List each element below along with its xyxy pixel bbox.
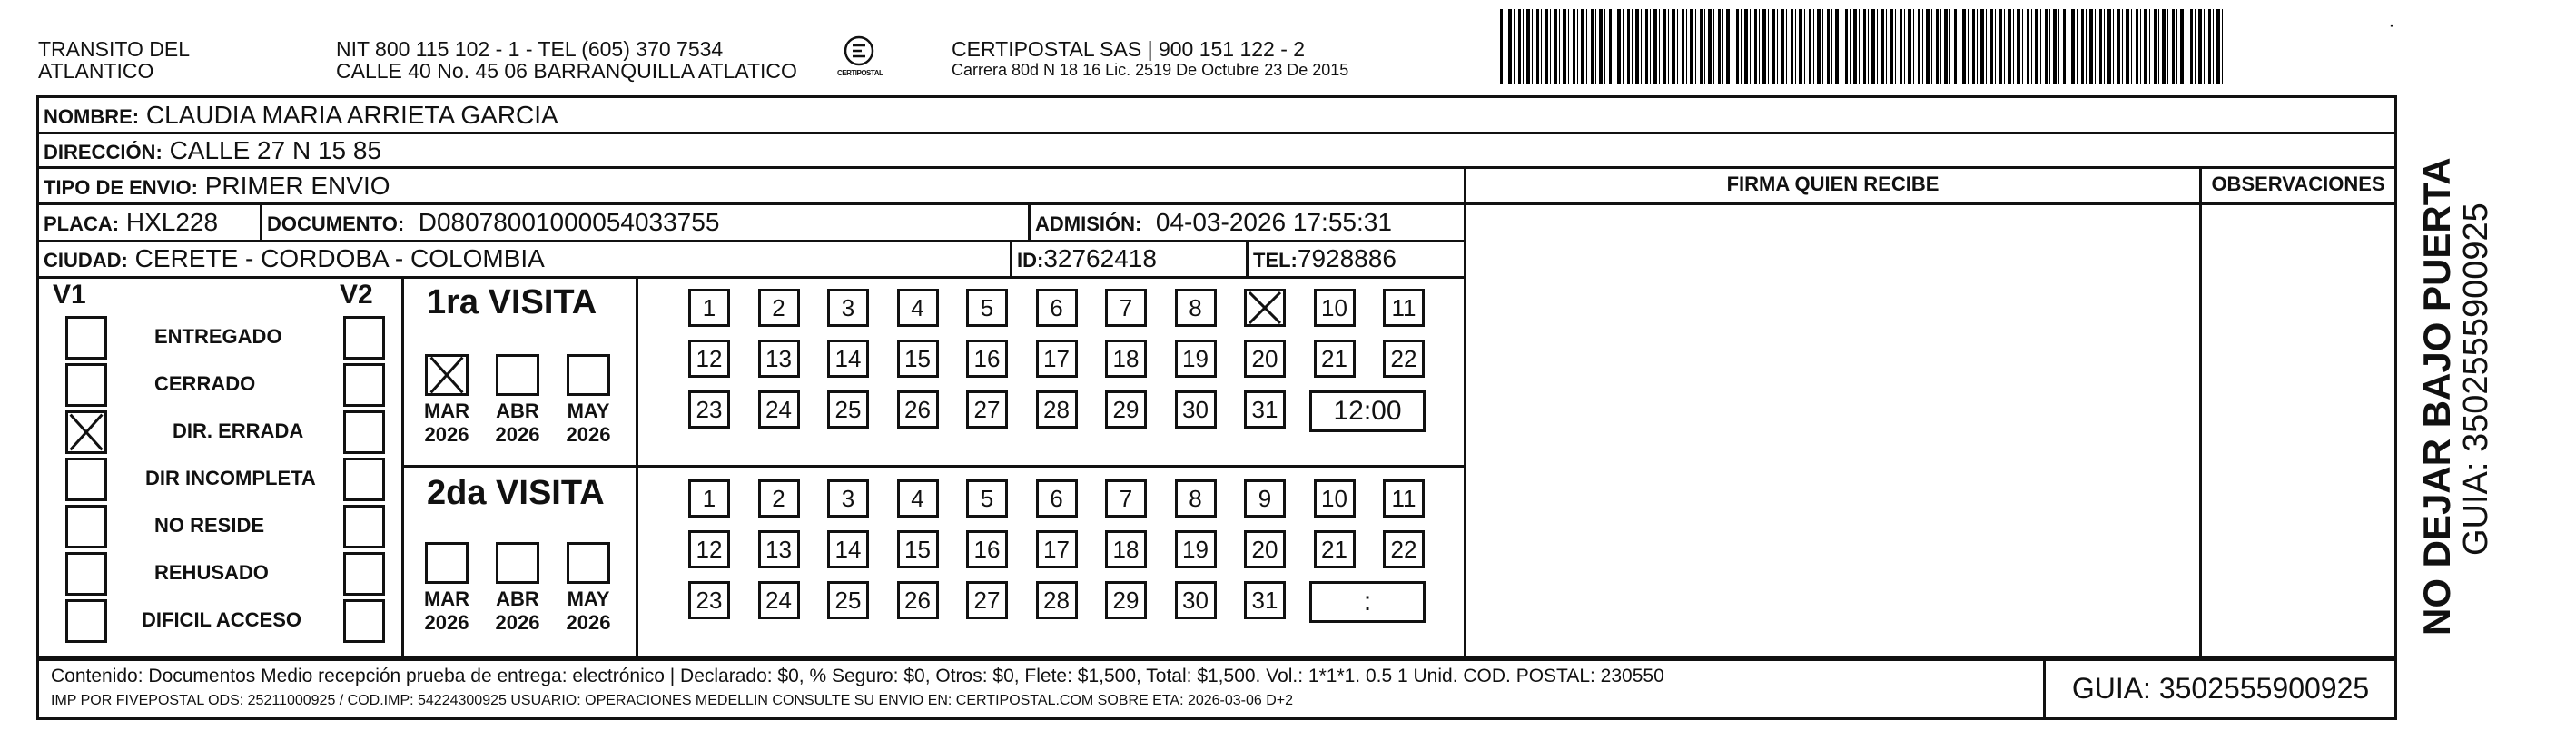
license-line: Carrera 80d N 18 16 Lic. 2519 De Octubre 23 De 2015 bbox=[952, 61, 1349, 79]
day-box[interactable]: 3 bbox=[827, 479, 869, 518]
placa-value: HXL228 bbox=[125, 208, 219, 236]
day-box[interactable]: 18 bbox=[1105, 340, 1147, 378]
nombre-value: CLAUDIA MARIA ARRIETA GARCIA bbox=[145, 101, 558, 129]
row-line bbox=[36, 276, 1466, 279]
year-label: 2026 bbox=[495, 611, 540, 634]
day-box[interactable]: 19 bbox=[1175, 530, 1217, 568]
year-label: 2026 bbox=[495, 423, 540, 446]
day-box[interactable]: 25 bbox=[827, 581, 869, 619]
status-label: ENTREGADO bbox=[154, 325, 282, 348]
day-box[interactable]: 12 bbox=[688, 340, 730, 378]
firma-header: FIRMA QUIEN RECIBE bbox=[1726, 173, 1939, 195]
day-box[interactable]: 27 bbox=[966, 390, 1008, 429]
placa-field bbox=[44, 207, 218, 240]
address-line: CALLE 40 No. 45 06 BARRANQUILLA ATLATICO bbox=[336, 59, 797, 83]
day-box[interactable]: 17 bbox=[1036, 340, 1078, 378]
placa-label: PLACA: bbox=[44, 212, 120, 235]
day-box[interactable]: 26 bbox=[897, 390, 939, 429]
col-line bbox=[2199, 166, 2202, 660]
col-line bbox=[260, 202, 262, 240]
direccion-field bbox=[44, 135, 381, 168]
ciudad-label: CIUDAD: bbox=[44, 249, 128, 271]
direccion-value: CALLE 27 N 15 85 bbox=[169, 136, 382, 164]
status-label: CERRADO bbox=[154, 372, 256, 395]
sender-line1: TRANSITO DEL bbox=[38, 37, 190, 61]
day-box[interactable]: 1 bbox=[688, 289, 730, 327]
admision-field bbox=[1035, 207, 1392, 240]
day-box[interactable]: 6 bbox=[1036, 289, 1078, 327]
id-label: ID: bbox=[1017, 249, 1044, 271]
tipo-field bbox=[44, 171, 390, 203]
status-label: DIFICIL ACCESO bbox=[142, 608, 302, 631]
day-box[interactable]: 21 bbox=[1314, 530, 1356, 568]
day-box[interactable]: 8 bbox=[1175, 289, 1217, 327]
company-info bbox=[952, 38, 1348, 80]
ciudad-value: CERETE - CORDOBA - COLOMBIA bbox=[134, 244, 545, 272]
day-box[interactable]: 11 bbox=[1383, 289, 1425, 327]
sender-name bbox=[38, 38, 190, 82]
v1-checkbox[interactable] bbox=[65, 363, 107, 407]
day-box[interactable]: 6 bbox=[1036, 479, 1078, 518]
tel-label: TEL: bbox=[1253, 249, 1298, 271]
month-checkbox[interactable] bbox=[425, 542, 469, 584]
v1-checkbox[interactable] bbox=[65, 599, 107, 643]
day-box[interactable]: 27 bbox=[966, 581, 1008, 619]
day-box[interactable]: 3 bbox=[827, 289, 869, 327]
day-box[interactable]: 23 bbox=[688, 390, 730, 429]
tipo-value: PRIMER ENVIO bbox=[204, 172, 390, 200]
status-label: REHUSADO bbox=[154, 561, 269, 584]
visit1-title: 1ra VISITA bbox=[427, 283, 597, 321]
year-label: 2026 bbox=[424, 423, 469, 446]
v2-checkbox[interactable] bbox=[343, 458, 385, 501]
status-label: DIR. ERRADA bbox=[173, 419, 304, 442]
observaciones-area[interactable] bbox=[2203, 206, 2393, 656]
month-label: MAR bbox=[423, 400, 470, 422]
observaciones-header: OBSERVACIONES bbox=[2211, 173, 2385, 195]
day-box[interactable]: 2 bbox=[758, 289, 800, 327]
v1-checkbox[interactable] bbox=[65, 316, 107, 360]
footer-divider bbox=[2043, 658, 2046, 720]
day-box[interactable]: 14 bbox=[827, 340, 869, 378]
day-box[interactable]: 9 bbox=[1244, 479, 1286, 518]
tel-value: 7928886 bbox=[1297, 244, 1397, 272]
id-value: 32762418 bbox=[1043, 244, 1157, 272]
day-box[interactable]: 14 bbox=[827, 530, 869, 568]
col-line bbox=[636, 276, 638, 658]
col-line bbox=[1464, 166, 1466, 660]
month-checkbox[interactable] bbox=[567, 354, 610, 396]
day-box[interactable]: 16 bbox=[966, 340, 1008, 378]
col-header-line bbox=[1464, 202, 2397, 205]
day-box[interactable]: 4 bbox=[897, 289, 939, 327]
v2-checkbox[interactable] bbox=[343, 363, 385, 407]
time-box[interactable]: : bbox=[1309, 581, 1426, 623]
day-box[interactable]: 29 bbox=[1105, 581, 1147, 619]
v1-checkbox[interactable] bbox=[65, 458, 107, 501]
day-box[interactable]: 31 bbox=[1244, 390, 1286, 429]
nombre-label: NOMBRE: bbox=[44, 105, 140, 128]
footer-guia: GUIA: 3502555900925 bbox=[2071, 672, 2370, 705]
day-box[interactable]: 16 bbox=[966, 530, 1008, 568]
day-box[interactable] bbox=[1244, 289, 1286, 327]
year-label: 2026 bbox=[566, 611, 611, 634]
day-box[interactable]: 26 bbox=[897, 581, 939, 619]
month-label: ABR bbox=[496, 400, 539, 422]
col-line bbox=[1246, 240, 1249, 276]
day-box[interactable]: 1 bbox=[688, 479, 730, 518]
col-line bbox=[1028, 202, 1031, 240]
year-label: 2026 bbox=[566, 423, 611, 446]
imp-text: IMP POR FIVEPOSTAL ODS: 25211000925 / COD.IMP: 54224300925 USUARIO: OPERACIONES MEDELLIN CONSULTE SU ENVIO EN: CERTIPOSTAL.COM SOBRE ETA: 2026-03-06 D+2 bbox=[51, 693, 1294, 708]
day-box[interactable]: 2 bbox=[758, 479, 800, 518]
month-label: MAY bbox=[567, 587, 610, 610]
day-box[interactable]: 5 bbox=[966, 289, 1008, 327]
month-checkbox[interactable] bbox=[425, 354, 469, 396]
side-guia: GUIA: 3502555900925 bbox=[2457, 202, 2495, 556]
logo-icon bbox=[839, 33, 886, 85]
day-box[interactable]: 25 bbox=[827, 390, 869, 429]
footer-right bbox=[2394, 658, 2397, 720]
certipostal-logo bbox=[839, 33, 886, 85]
status-label: DIR INCOMPLETA bbox=[145, 467, 316, 489]
status-label: NO RESIDE bbox=[154, 514, 265, 537]
v2-checkbox[interactable] bbox=[343, 552, 385, 596]
logo-text: CERTIPOSTAL bbox=[837, 69, 883, 77]
day-box[interactable]: 21 bbox=[1314, 340, 1356, 378]
visit2-title: 2da VISITA bbox=[427, 474, 605, 512]
day-box[interactable]: 30 bbox=[1175, 390, 1217, 429]
day-box[interactable]: 23 bbox=[688, 581, 730, 619]
month-label: ABR bbox=[496, 587, 539, 610]
nombre-field bbox=[44, 100, 558, 133]
documento-field bbox=[267, 207, 719, 240]
direccion-label: DIRECCIÓN: bbox=[44, 141, 163, 163]
tel-field bbox=[1253, 243, 1397, 276]
firma-area[interactable] bbox=[1467, 206, 2197, 656]
day-box[interactable]: 7 bbox=[1105, 479, 1147, 518]
col-line bbox=[401, 276, 404, 658]
day-box[interactable]: 22 bbox=[1383, 340, 1425, 378]
v1-checkbox[interactable] bbox=[65, 505, 107, 548]
sender-contact bbox=[336, 38, 797, 82]
day-box[interactable]: 24 bbox=[758, 390, 800, 429]
day-box[interactable]: 13 bbox=[758, 530, 800, 568]
col-line bbox=[1010, 240, 1012, 276]
day-box[interactable]: 20 bbox=[1244, 340, 1286, 378]
day-box[interactable]: 15 bbox=[897, 340, 939, 378]
v2-checkbox[interactable] bbox=[343, 599, 385, 643]
day-box[interactable]: 10 bbox=[1314, 479, 1356, 518]
admision-value: 04-03-2026 17:55:31 bbox=[1155, 208, 1392, 236]
day-box[interactable]: 19 bbox=[1175, 340, 1217, 378]
month-label: MAR bbox=[423, 587, 470, 610]
day-box[interactable]: 13 bbox=[758, 340, 800, 378]
v1-header: V1 bbox=[53, 280, 86, 310]
company-line: CERTIPOSTAL SAS | 900 151 122 - 2 bbox=[952, 37, 1306, 61]
side-warning: NO DEJAR BAJO PUERTA bbox=[2415, 157, 2458, 636]
corner-mark: · bbox=[2388, 13, 2395, 37]
day-box[interactable]: 17 bbox=[1036, 530, 1078, 568]
id-field bbox=[1017, 243, 1157, 276]
nit-line: NIT 800 115 102 - 1 - TEL (605) 370 7534 bbox=[336, 37, 724, 61]
time-box[interactable]: 12:00 bbox=[1309, 390, 1426, 432]
month-label: MAY bbox=[567, 400, 610, 422]
tipo-label: TIPO DE ENVIO: bbox=[44, 176, 198, 199]
v1-checkbox[interactable] bbox=[65, 552, 107, 596]
day-box[interactable]: 4 bbox=[897, 479, 939, 518]
month-checkbox[interactable] bbox=[496, 354, 539, 396]
year-label: 2026 bbox=[424, 611, 469, 634]
barcode bbox=[1500, 9, 2225, 84]
day-box[interactable]: 22 bbox=[1383, 530, 1425, 568]
day-box[interactable]: 20 bbox=[1244, 530, 1286, 568]
documento-label: DOCUMENTO: bbox=[267, 212, 405, 235]
admision-label: ADMISIÓN: bbox=[1035, 212, 1142, 235]
month-checkbox[interactable] bbox=[496, 542, 539, 584]
v2-checkbox[interactable] bbox=[343, 410, 385, 454]
contenido-text: Contenido: Documentos Medio recepción prueba de entrega: electrónico | Declarado: $0, % Seguro: $0, Otros: $0, Flete: $1,500, Total: $1,500. Vol.: 1*1*1. 0.5 1 Unid. COD. POSTAL: 230550 bbox=[51, 666, 1664, 686]
v2-header: V2 bbox=[340, 280, 373, 310]
day-box[interactable]: 7 bbox=[1105, 289, 1147, 327]
day-box[interactable]: 28 bbox=[1036, 581, 1078, 619]
day-box[interactable]: 18 bbox=[1105, 530, 1147, 568]
sender-line2: ATLANTICO bbox=[38, 59, 154, 83]
ciudad-field bbox=[44, 243, 545, 276]
day-box[interactable]: 29 bbox=[1105, 390, 1147, 429]
day-box[interactable]: 28 bbox=[1036, 390, 1078, 429]
day-box[interactable]: 31 bbox=[1244, 581, 1286, 619]
day-box[interactable]: 5 bbox=[966, 479, 1008, 518]
row-line bbox=[401, 465, 1466, 468]
footer-left bbox=[36, 658, 39, 720]
day-box[interactable]: 30 bbox=[1175, 581, 1217, 619]
day-box[interactable]: 11 bbox=[1383, 479, 1425, 518]
day-box[interactable]: 10 bbox=[1314, 289, 1356, 327]
v2-checkbox[interactable] bbox=[343, 505, 385, 548]
day-box[interactable]: 15 bbox=[897, 530, 939, 568]
month-checkbox[interactable] bbox=[567, 542, 610, 584]
row-line bbox=[36, 240, 1466, 242]
day-box[interactable]: 8 bbox=[1175, 479, 1217, 518]
day-box[interactable]: 12 bbox=[688, 530, 730, 568]
documento-value: D08078001000054033755 bbox=[418, 208, 720, 236]
v1-checkbox[interactable] bbox=[65, 410, 107, 454]
day-box[interactable]: 24 bbox=[758, 581, 800, 619]
v2-checkbox[interactable] bbox=[343, 316, 385, 360]
row-line bbox=[36, 166, 2397, 169]
